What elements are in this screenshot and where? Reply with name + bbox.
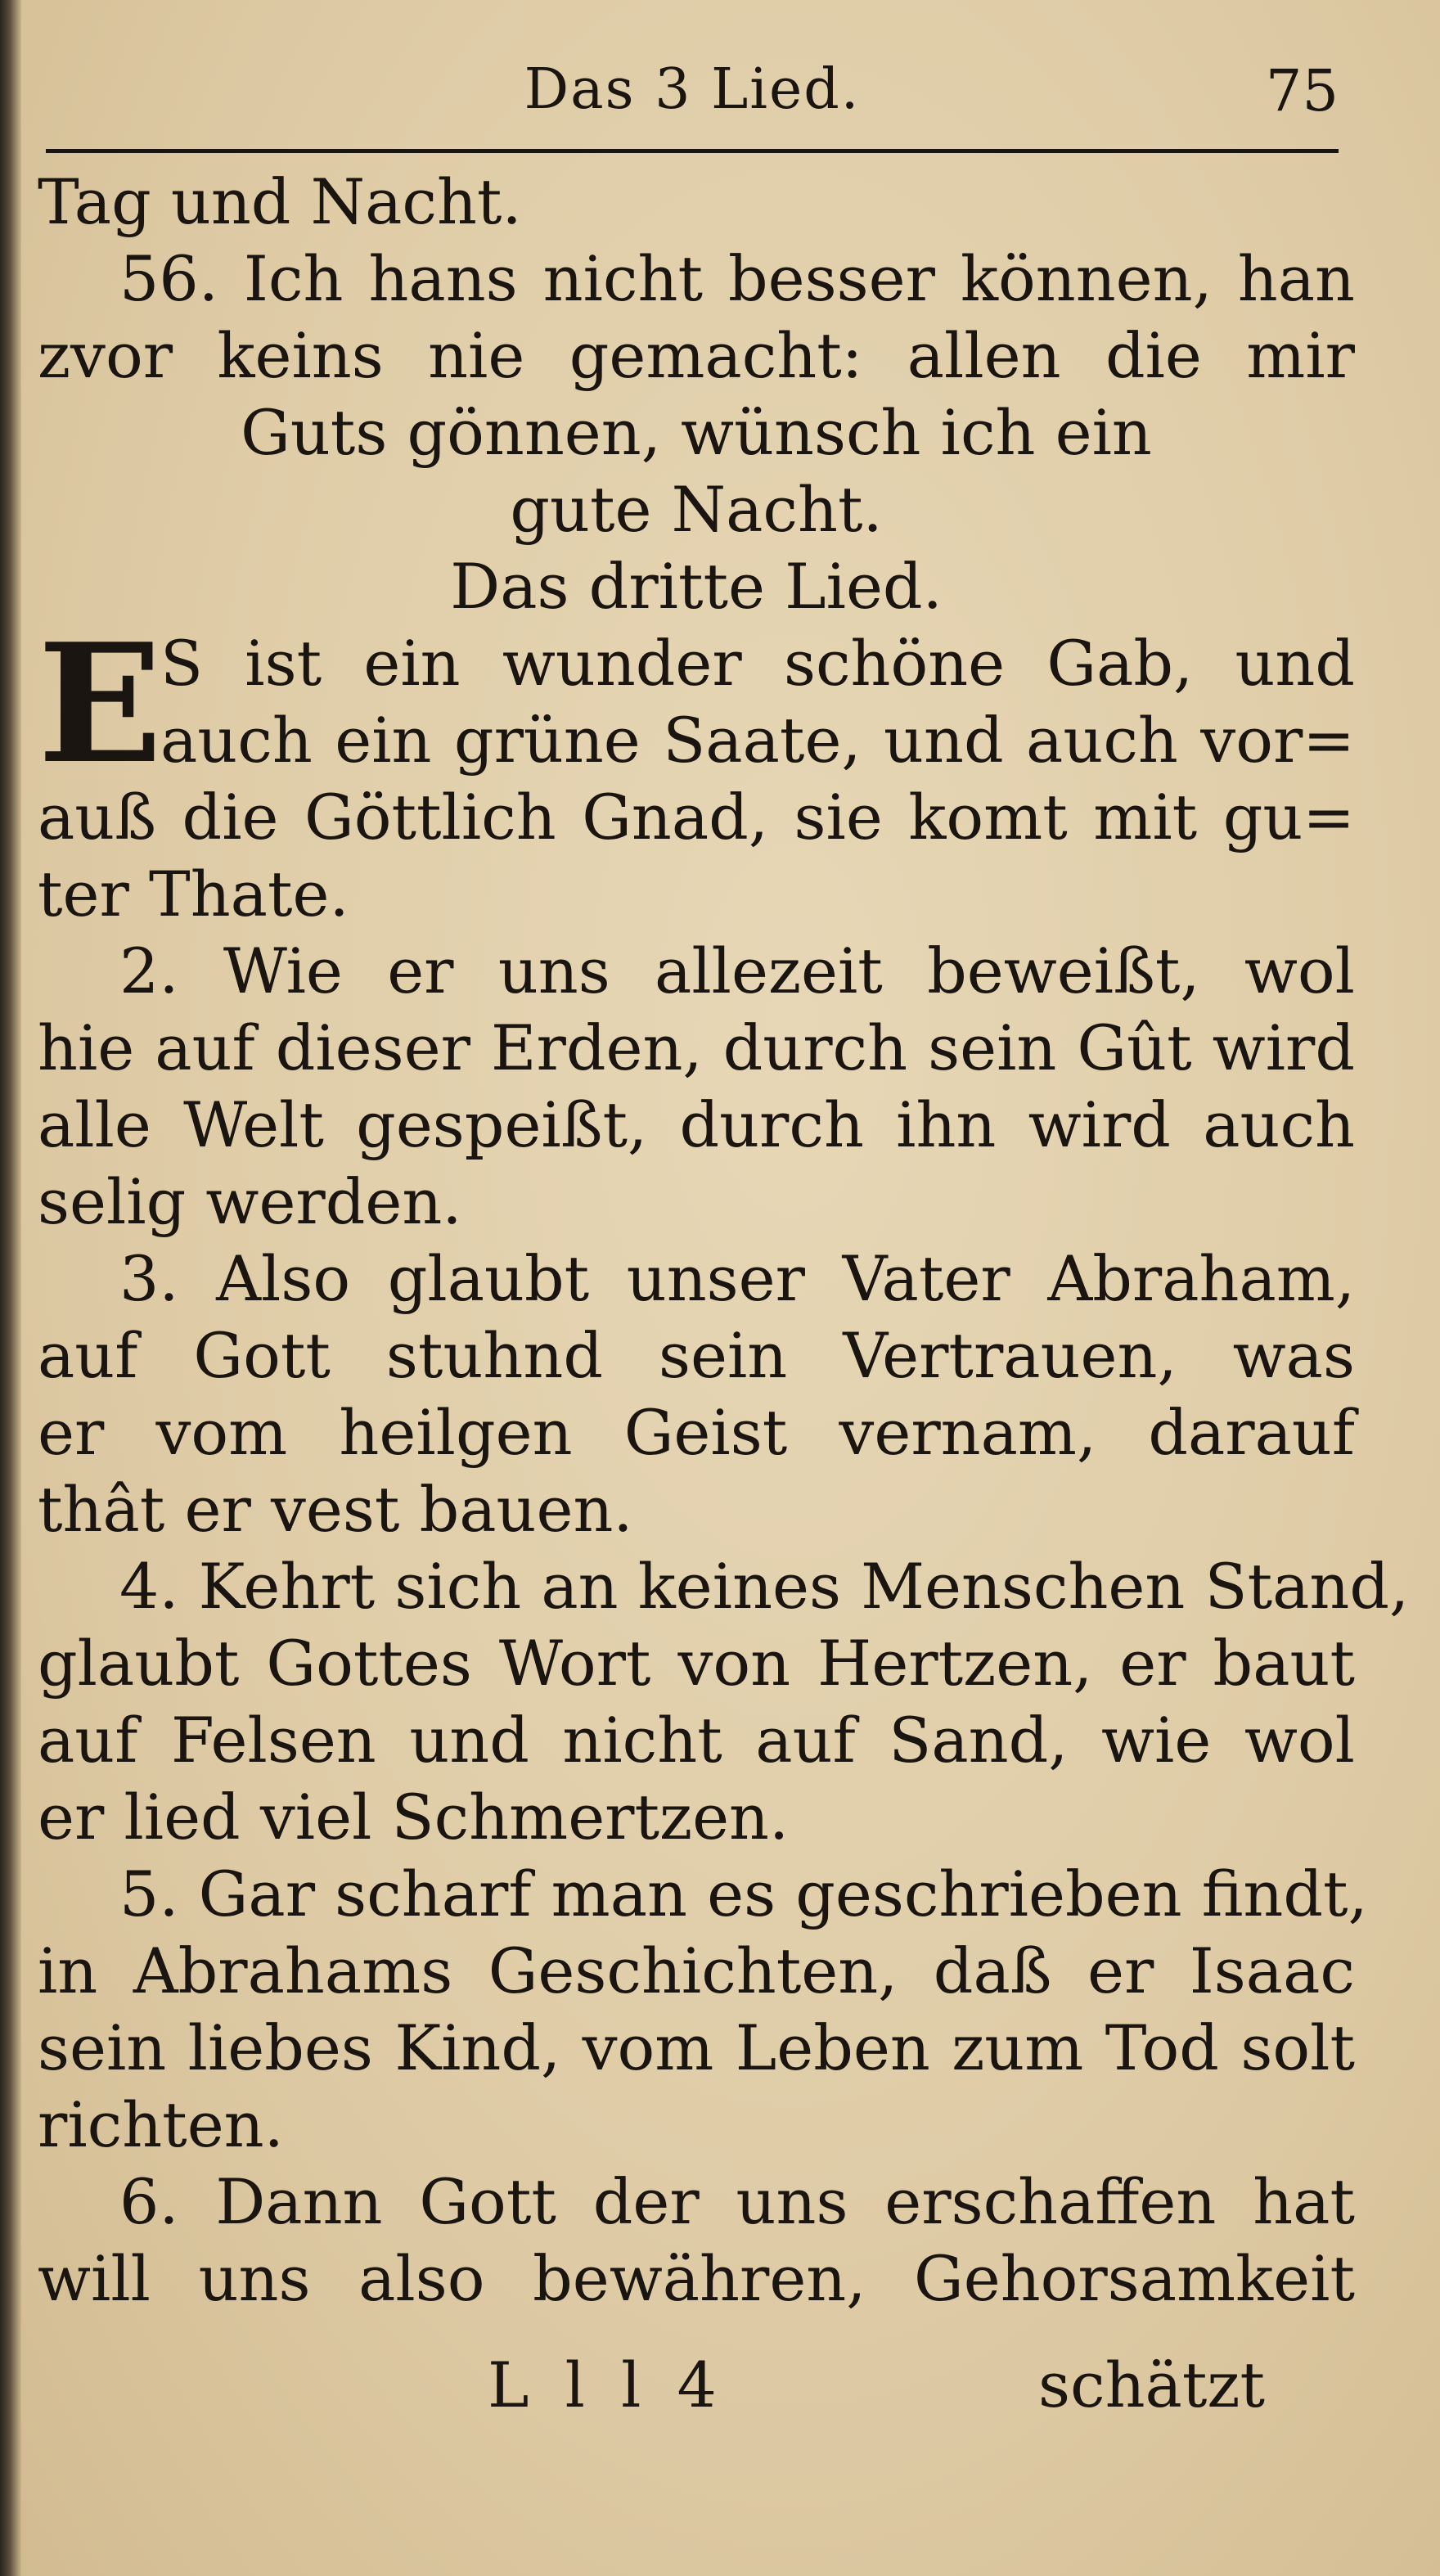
catchword: schätzt	[1038, 2349, 1265, 2421]
running-header	[46, 51, 1339, 149]
text-block	[38, 164, 1410, 2317]
text-line: in Abrahams Geschichten, daß er Isaac	[38, 1934, 1355, 2007]
text-line: Tag und Nacht.	[38, 165, 522, 238]
text-line: sein liebes Kind, vom Leben zum Tod solt	[38, 2011, 1355, 2084]
text-line-content: S ist ein wunder schöne Gab, und	[160, 627, 1355, 700]
song-heading: Das dritte Lied.	[450, 550, 943, 623]
text-line: 5. Gar scharf man es geschrieben findt,	[119, 1858, 1368, 1930]
text-line: auch ein grüne Saate, und auch vor=	[160, 704, 1355, 777]
page-gutter	[0, 0, 21, 2576]
text-line: 6. Dann Gott der uns erschaffen hat	[119, 2165, 1355, 2238]
text-line: will uns also bewähren, Gehorsamkeit	[38, 2242, 1355, 2315]
text-line: auß die Göttlich Gnad, sie komt mit gu=	[38, 781, 1355, 853]
text-line: Guts gönnen, wünsch ich ein	[241, 396, 1152, 469]
page-number: 75	[1265, 57, 1339, 124]
page-footer	[46, 2349, 1339, 2439]
text-line: glaubt Gottes Wort von Hertzen, er baut	[38, 1627, 1355, 1700]
running-title: Das 3 Lied.	[524, 57, 861, 122]
text-line: thât er vest bauen.	[38, 1473, 633, 1546]
text-line: hie auf dieser Erden, durch sein Gût wird	[38, 1011, 1355, 1084]
text-line: 56. Ich hans nicht besser können, han	[119, 242, 1355, 315]
text-line: 4. Kehrt sich an keines Menschen Stand,	[119, 1550, 1410, 1623]
signature-mark: L l l 4	[488, 2349, 725, 2421]
header-rule	[46, 149, 1339, 153]
text-line: er vom heilgen Geist vernam, darauf	[38, 1396, 1355, 1469]
text-line: richten.	[38, 2088, 284, 2161]
text-line: auf Felsen und nicht auf Sand, wie wol	[38, 1704, 1355, 1777]
text-line: zvor keins nie gemacht: allen die mir	[38, 319, 1355, 392]
text-line: selig werden.	[38, 1165, 462, 1238]
text-line: gute Nacht.	[510, 473, 883, 546]
text-line: auf Gott stuhnd sein Vertrauen, was	[38, 1319, 1355, 1392]
text-line: er lied viel Schmertzen.	[38, 1781, 790, 1853]
initial-capital: E	[38, 608, 163, 800]
text-line: alle Welt gespeißt, durch ihn wird auch	[38, 1088, 1355, 1161]
text-line: 2. Wie er uns allezeit beweißt, wol	[119, 934, 1355, 1007]
text-line: 3. Also glaubt unser Vater Abraham,	[119, 1242, 1355, 1315]
text-line: ter Thate.	[38, 858, 349, 930]
